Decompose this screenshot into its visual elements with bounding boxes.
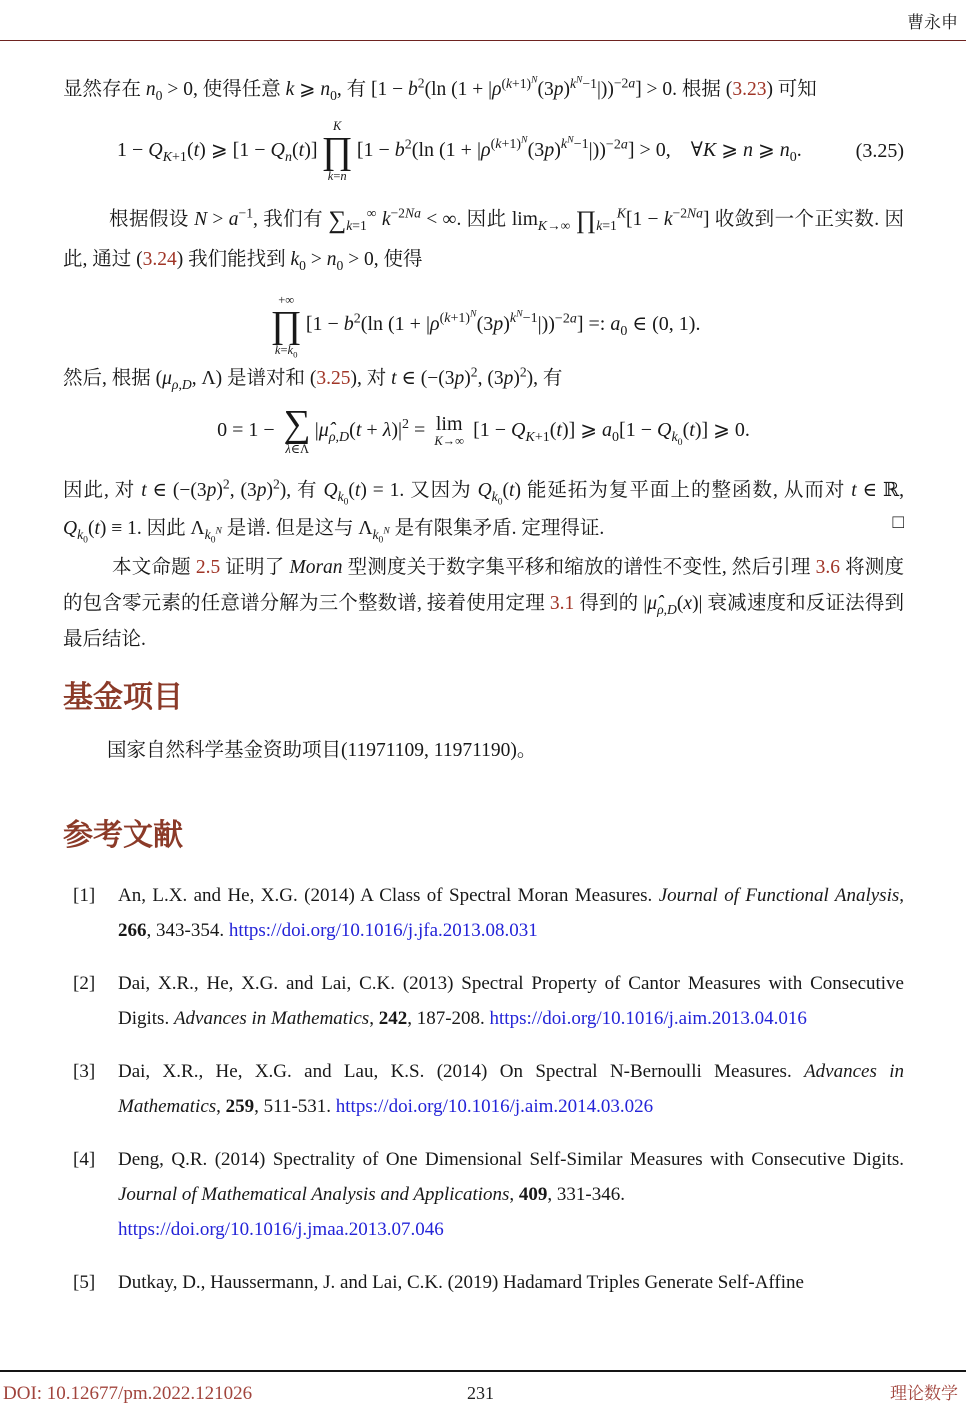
reference-doi-link[interactable]: https://doi.org/10.1016/j.jmaa.2013.07.046 xyxy=(118,1219,444,1241)
reference-text: An, L.X. and He, X.G. (2014) A Class of Spectral Moran Measures. Journal of Functional Analysis, 266, 343-354. xyxy=(118,885,904,942)
reference-number: [2] xyxy=(73,973,96,995)
reference-item-4 xyxy=(63,1142,904,1247)
reference-text: Deng, Q.R. (2014) Spectrality of One Dimensional Self-Similar Measures with Consecutive Digits. Journal of Mathematical Analysis and Applications, 409, 331-346. xyxy=(118,1149,904,1206)
reference-number: [5] xyxy=(73,1272,96,1294)
reference-item-3 xyxy=(63,1054,904,1124)
footer-journal-name: 理论数学 xyxy=(890,1384,958,1403)
reference-text: Dutkay, D., Haussermann, J. and Lai, C.K. (2019) Hadamard Triples Generate Self-Affine xyxy=(118,1272,804,1294)
qed-box: □ xyxy=(892,512,904,534)
footer-page-number: 231 xyxy=(467,1383,494,1403)
reference-number: [3] xyxy=(73,1061,96,1083)
paragraph-proof-4-text: 因此, 对 t ∈ ($-(3p)^2$, $(3p)^2$), 有 $Q_{k_0}(t) = 1$. 又因为 $Q_{k_0}(t)$ 能延拓为复平面上的整函数, 从而对 t ∈ ℝ, $Q_{k_0}(t) \equiv 1$. 因此 $\Lambda_{k_0^N}$ 是谱. 但是这与 $\Lambda_{k_0^N}$ 是有限集矛盾. 定理得证. xyxy=(63,476,904,546)
footer-doi-link[interactable]: DOI: 10.12677/pm.2022.121026 xyxy=(3,1383,253,1404)
reference-item-5 xyxy=(63,1265,904,1300)
reference-number: [1] xyxy=(73,885,96,907)
equation-3-25 xyxy=(63,119,904,184)
author-name: 曹永申 xyxy=(907,13,958,32)
section-heading-references: 参考文献 xyxy=(63,819,183,853)
paragraph-proof-4 xyxy=(63,472,904,548)
paragraph-conclusion: 本文命题 2.5 证明了 Moran 型测度关于数字集平移和缩放的谱性不变性, 然后引理 3.6 将测度的包含零元素的任意谱分解为三个整数谱, 接着使用定理 3.1 得到的 $|\mû_{\rho,D}(x)|$ 衰减速度和反证法得到最后结论. xyxy=(63,557,904,651)
paragraph-proof-1: 显然存在 $n_0 > 0$, 使得任意 k ⩾ $n_0$, 有 [$1 - b^2(\ln$ $(1 + |\rho^{(k+1)^N}(3p)^{k^N-1}|))^{-2a}] > 0$. 根据 (3.23) 可知 xyxy=(63,73,817,103)
reference-doi-link[interactable]: https://doi.org/10.1016/j.jfa.2013.08.031 xyxy=(228,920,538,942)
references-list xyxy=(63,878,904,1300)
equation-product: +∞ ∏ $k=k_0$ [$1 - b^2(\ln$ $(1 + |\rho^{(k+1)^N}(3p)^{k^N-1}|))^{-2a}$] =: $a_0$ ∈ (0, 1). xyxy=(270,292,701,360)
reference-text: Dai, X.R., He, X.G. and Lai, C.K. (2013) Spectral Property of Cantor Measures with Consecutive Digits. Advances in Mathematics, 242, 187-208. xyxy=(118,973,904,1030)
main-content xyxy=(0,75,966,1300)
page-header xyxy=(0,0,966,33)
equation-3-25-number: (3.25) xyxy=(855,139,904,162)
reference-item-1 xyxy=(63,878,904,948)
section-heading-funding: 基金项目 xyxy=(63,681,183,715)
equation-sum: 0 = 1 − ∑ λ∈Λ $|\mû_{\rho,D}(t + \lambda)|^2$ = lim K→∞ $[1 - Q_{K+1}(t)]$ ⩾ $a_0[1 - Q_{k_0}(t)]$ ⩾ 0. xyxy=(217,402,750,456)
funding-text: 国家自然科学基金资助项目(11971109, 11971190)。 xyxy=(107,740,537,762)
reference-text: Dai, X.R., He, X.G. and Lau, K.S. (2014) On Spectral N-Bernoulli Measures. Advances in Mathematics, 259, 511-531. xyxy=(118,1061,905,1118)
equation-3-25-formula: $1 - Q_{K+1}(t)$ ⩾ $[1 - Q_n(t)]$ K ∏ k=n [$1 - b^2(\ln$ $(1 + |\rho^{(k+1)^N}(3p)^{k^N-1}|))^{-2a}] > 0$, ∀K ⩾ n ⩾ $n_0$. xyxy=(116,119,802,184)
paragraph-proof-2: 根据假设 $N > a^{-1}$, 我们有 $\sum_{k=1}^\infty$ $k^{-2Na}$ < ∞. 因此 $\lim_{K\to\infty}$ $\prod_{k=1}^K[1 - k^{-2Na}]$ 收敛到一个正实数. 因此, 通过 (3.24) 我们能找到 $k_0 > n_0 > 0$, 使得 xyxy=(63,205,904,273)
reference-item-2 xyxy=(63,966,904,1036)
reference-doi-link[interactable]: https://doi.org/10.1016/j.aim.2013.04.016 xyxy=(489,1008,807,1030)
page-footer xyxy=(0,1370,966,1414)
reference-number: [4] xyxy=(73,1149,96,1171)
reference-doi-link[interactable]: https://doi.org/10.1016/j.aim.2014.03.026 xyxy=(335,1096,654,1118)
header-rule xyxy=(0,40,966,41)
paragraph-proof-3: 然后, 根据 ($\mu_{\rho,D}$, Λ) 是谱对和 (3.25), 对 t ∈ ($-(3p)^2$, $(3p)^2$), 有 xyxy=(63,364,563,392)
